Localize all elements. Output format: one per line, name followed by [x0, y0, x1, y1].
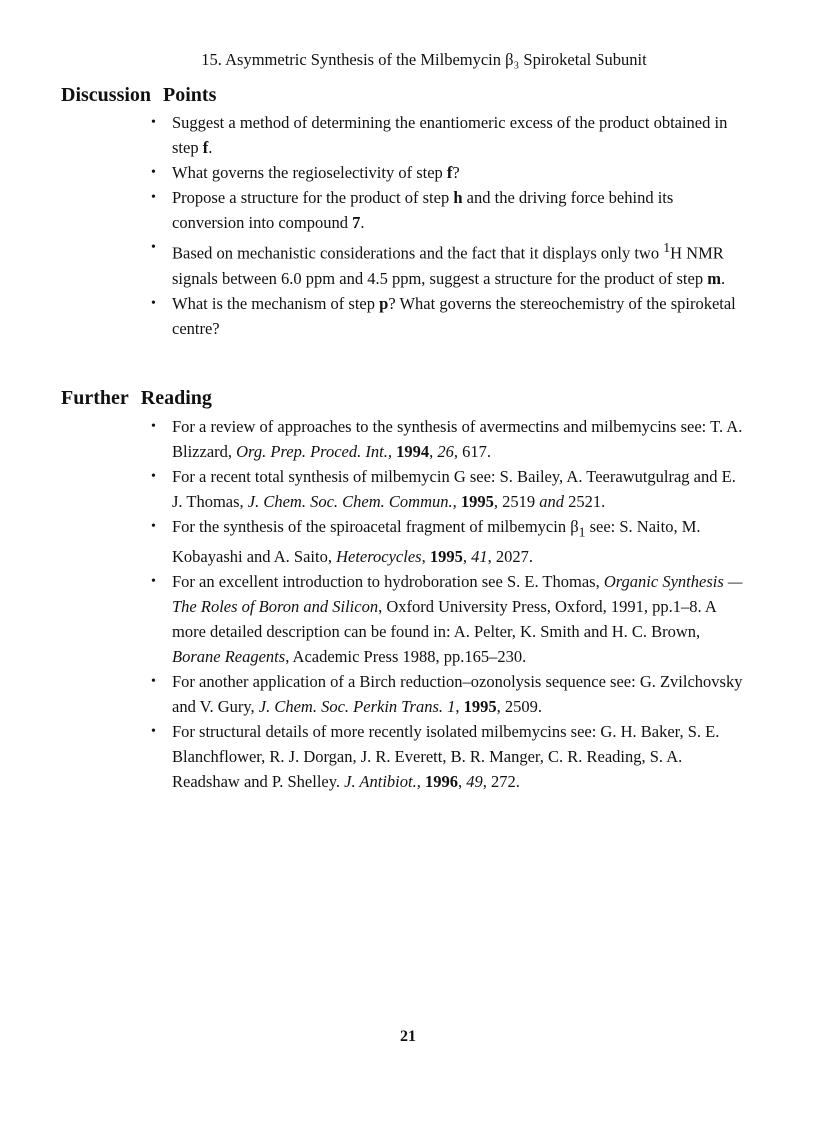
running-title: 15. Asymmetric Synthesis of the Milbemycin β₃ Spiroketal Subunit — [201, 50, 647, 69]
further-reading-heading: Further Reading — [61, 387, 212, 409]
page-number: 21 — [400, 1028, 416, 1045]
further-reading-list — [148, 414, 748, 794]
reference-item: • For another application of a Birch reduction–ozonolysis sequence see: G. Zvilchovsky and V. Gury, J. Chem. Soc. Perkin Trans. 1, 1995, 2509. — [148, 669, 748, 719]
discussion-heading: Discussion Points — [61, 84, 217, 106]
reference-item: • For the synthesis of the spiroacetal fragment of milbemycin $\beta_1$ see: S. Naito, M. Kobayashi and A. Saito, Heterocycles, 1995, 41, 2027. — [148, 514, 748, 569]
running-header — [0, 50, 816, 70]
discussion-item: • Propose a structure for the product of step h and the driving force behind its conversion into compound 7. — [148, 185, 748, 235]
reference-item: • For a review of approaches to the synthesis of avermectins and milbemycins see: T. A. Blizzard, Org. Prep. Proced. Int., 1994, 26, 617. — [148, 414, 748, 464]
discussion-item: • What governs the regioselectivity of step f? — [148, 160, 748, 185]
discussion-list — [148, 110, 748, 341]
discussion-item: • What is the mechanism of step p? What governs the stereochemistry of the spiroketal centre? — [148, 291, 748, 341]
reference-item: • For an excellent introduction to hydroboration see S. E. Thomas, Organic Synthesis — The Roles of Boron and Silicon, Oxford University Press, Oxford, 1991, pp.1–8. A more detailed description can be found in: A. Pelter, K. Smith and H. C. Brown, Borane Reagents, Academic Press 1988, pp.165–230. — [148, 569, 748, 669]
discussion-item: • Suggest a method of determining the enantiomeric excess of the product obtained in step f. — [148, 110, 748, 160]
reference-item: • For structural details of more recently isolated milbemycins see: G. H. Baker, S. E. Blanchflower, R. J. Dorgan, J. R. Everett, B. R. Manger, C. R. Reading, S. A. Readshaw and P. Shelley. J. Antibiot., 1996, 49, 272. — [148, 719, 748, 794]
discussion-item: • Based on mechanistic considerations and the fact that it displays only two $^1$H NMR signals between 6.0 ppm and 4.5 ppm, suggest a structure for the product of step m. — [148, 235, 748, 291]
reference-item: • For a recent total synthesis of milbemycin G see: S. Bailey, A. Teerawutgulrag and E. J. Thomas, J. Chem. Soc. Chem. Commun., 1995, 2519 and 2521. — [148, 464, 748, 514]
